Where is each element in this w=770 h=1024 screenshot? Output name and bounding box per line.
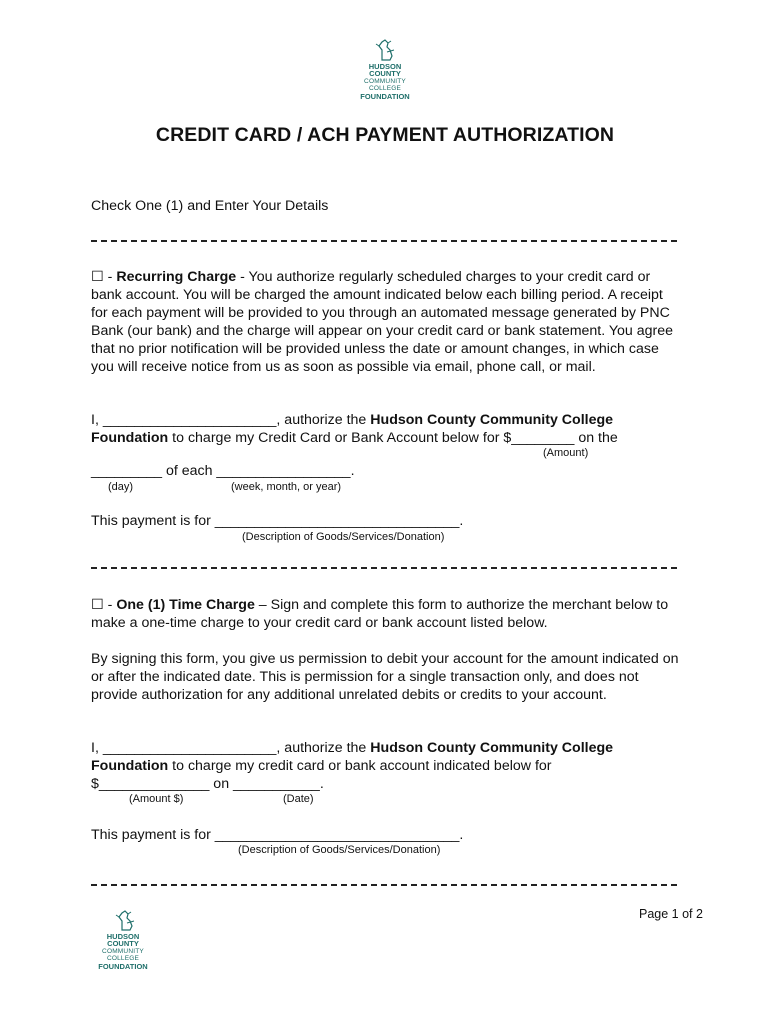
recurring-body: You authorize regularly scheduled charges to your credit card or bank account. You will be charged the amount indicated below each billing period. A receipt for each payment will be provided to you through an automated message generated by PNC Bank (our bank) and the charge will appear on your credit card or bank statement. You agree that no prior notification will be provided unless the date or amount changes, in which case you will receive notice from us as soon as possible via email, phone call, or mail. [91,269,674,375]
recurring-suffix: - [236,269,249,285]
recurring-checkbox[interactable]: ☐ [91,269,104,285]
recurring-auth-name-blank[interactable]: I, ______________________, authorize the [91,412,371,428]
day-caption: (day) [108,481,134,493]
onetime-payment-for[interactable]: This payment is for _______________________________. [91,827,464,843]
onetime-permission: By signing this form, you give us permission to debit your account for the amount indicated on or after the indicated date. This is permission for a single transaction only, and does not provide authorization for any additional unrelated debits or credits to your account. [91,651,679,703]
recurring-label: Recurring Charge [116,269,237,285]
onetime-auth-rest: to charge my credit card or bank account indicated below for [168,758,552,774]
recurring-paragraph [91,268,681,376]
logo-line-county: COUNTY [369,69,401,78]
onetime-amount-date-line[interactable]: $______________ on ___________. [91,776,324,792]
recurring-authorization [91,411,681,447]
recurring-prefix: - [103,269,117,285]
org-name-foundation: Foundation [91,758,169,774]
page-title: CREDIT CARD / ACH PAYMENT AUTHORIZATION [155,124,615,146]
onetime-authorization [91,739,681,793]
logo-line-foundation: FOUNDATION [360,92,410,101]
instruction-text: Check One (1) and Enter Your Details [91,198,329,214]
logo-line-college: COMMUNITY COLLEGE [364,78,406,92]
logo-line-county: COUNTY [107,939,139,948]
onetime-label: One (1) Time Charge [116,597,255,613]
onetime-suffix: – [254,597,271,613]
logo-line-hudson: HUDSON [368,62,402,71]
divider [91,884,677,886]
recurring-auth-rest[interactable]: to charge my Credit Card or Bank Account below for $________ on the [168,430,618,446]
logo-line-foundation: FOUNDATION [98,962,148,971]
header-logo [352,38,418,101]
org-name-foundation: Foundation [91,430,169,446]
org-name: Hudson County Community College [370,412,614,428]
footer-logo [92,910,154,971]
lion-emblem-icon [92,910,154,932]
logo-line-college: COMMUNITY COLLEGE [102,948,144,962]
amount-caption: (Amount) [543,447,589,459]
onetime-desc-caption: (Description of Goods/Services/Donation) [238,844,441,856]
onetime-checkbox[interactable]: ☐ [91,597,104,613]
lion-emblem-icon [352,38,418,62]
onetime-date-caption: (Date) [283,793,314,805]
divider [91,567,677,569]
divider [91,240,677,242]
org-name: Hudson County Community College [370,740,614,756]
onetime-auth-name-blank[interactable]: I, ______________________, authorize the [91,740,371,756]
onetime-amount-caption: (Amount $) [129,793,184,805]
period-caption: (week, month, or year) [231,481,342,493]
logo-line-hudson: HUDSON [106,932,140,941]
onetime-prefix: - [103,597,117,613]
onetime-paragraph [91,596,681,632]
page-number: Page 1 of 2 [639,907,703,921]
onetime-body: Sign and complete this form to authorize the merchant below to make a one-time charge to your credit card or bank account listed below. [91,597,669,631]
recurring-payment-for[interactable]: This payment is for _______________________________. [91,513,464,529]
recurring-day-period-line[interactable]: _________ of each _________________. [91,463,355,479]
recurring-desc-caption: (Description of Goods/Services/Donation) [242,531,445,543]
